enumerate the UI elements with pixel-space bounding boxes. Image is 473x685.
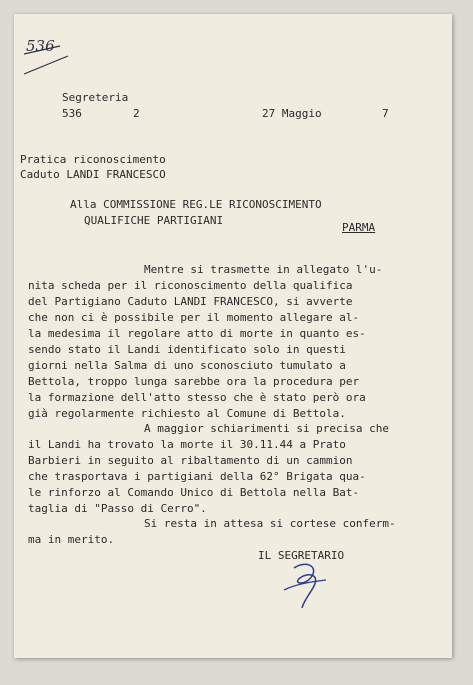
date-number: 7	[382, 107, 389, 120]
body-line: le rinforzo al Comando Unico di Bettola nella Bat-	[28, 486, 360, 499]
body-line: Si resta in attesa si cortese conferm-	[144, 517, 396, 530]
office-label: Segreteria	[62, 91, 129, 104]
body-line: la medesima il regolare atto di morte in quanto es-	[28, 327, 366, 340]
protocol-number: 536	[62, 107, 82, 120]
body-line: del Partigiano Caduto LANDI FRANCESCO, si avverte	[28, 295, 353, 308]
recipient-city: PARMA	[342, 221, 376, 234]
subject-line-2: Caduto LANDI FRANCESCO	[20, 168, 166, 181]
handwritten-number: 536	[26, 37, 55, 55]
recipient-line-1: Alla COMMISSIONE REG.LE RICONOSCIMENTO	[70, 198, 322, 211]
signature-mark	[276, 556, 336, 612]
recipient-line-2: QUALIFICHE PARTIGIANI	[84, 214, 224, 227]
body-line: Mentre si trasmette in allegato l'u-	[144, 263, 383, 276]
subject-line-1: Pratica riconoscimento	[20, 153, 166, 166]
body-line: già regolarmente richiesto al Comune di Bettola.	[28, 407, 346, 420]
body-line: che non ci è possibile per il momento allegare al-	[28, 311, 360, 324]
body-line: il Landi ha trovato la morte il 30.11.44 a Prato	[28, 438, 346, 451]
body-line: giorni nella Salma di uno sconosciuto tumulato a	[28, 359, 346, 372]
body-line: la formazione dell'atto stesso che è stato però ora	[28, 391, 366, 404]
signature-title: IL SEGRETARIO	[258, 549, 345, 562]
body-line: A maggior schiarimenti si precisa che	[144, 422, 390, 435]
body-line: taglia di "Passo di Cerro".	[28, 502, 207, 515]
letter-date: 27 Maggio	[262, 107, 322, 120]
body-line: Barbieri in seguito al ribaltamento di un cammion	[28, 454, 353, 467]
body-line: Bettola, troppo lunga sarebbe ora la procedura per	[28, 375, 360, 388]
body-line: nita scheda per il riconoscimento della qualifica	[28, 279, 353, 292]
body-line: che trasportava i partigiani della 62° Brigata qua-	[28, 470, 366, 483]
body-line: sendo stato il Landi identificato solo in questi	[28, 343, 346, 356]
body-line: ma in merito.	[28, 533, 115, 546]
protocol-sub: 2	[133, 107, 140, 120]
handwritten-strokes	[20, 34, 80, 84]
